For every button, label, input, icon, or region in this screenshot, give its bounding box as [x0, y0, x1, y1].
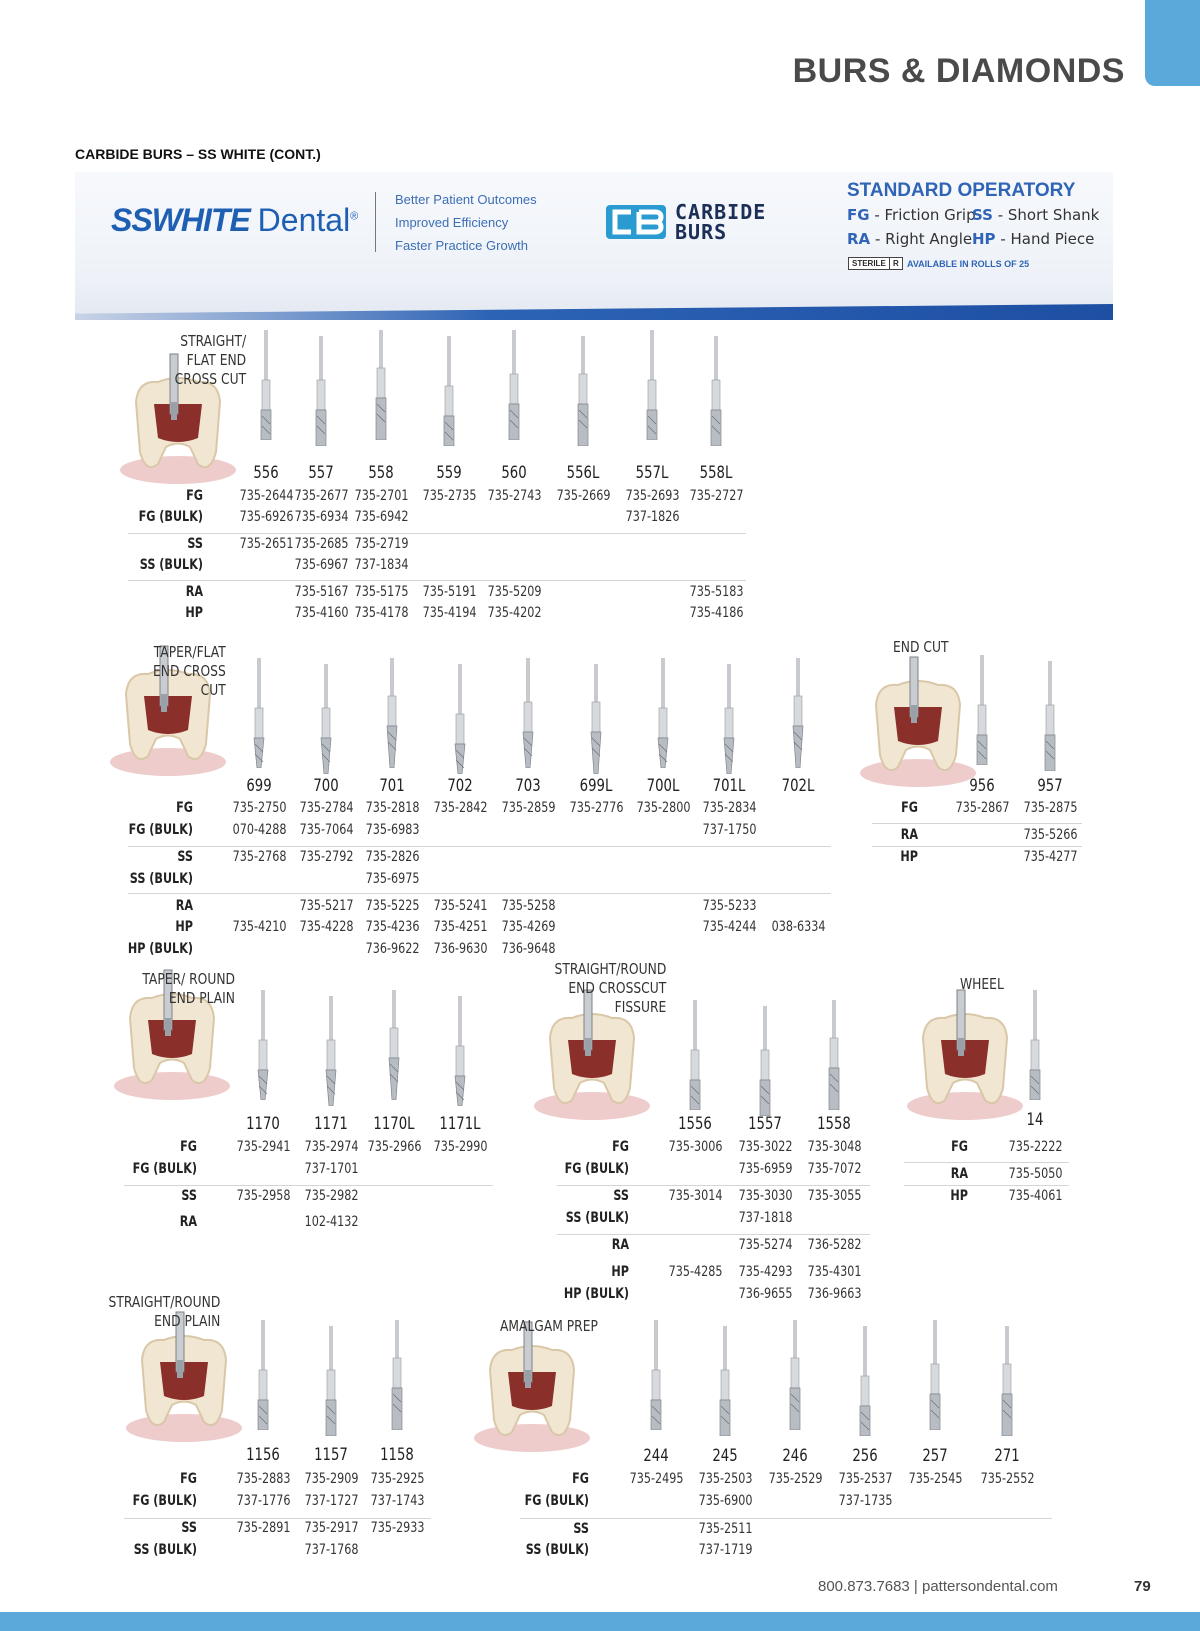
part-number: 737-1826 [625, 509, 680, 525]
row-label: SS (BULK) [525, 1542, 589, 1558]
part-number: 735-4277 [1023, 849, 1078, 865]
row-label: SS [181, 1520, 197, 1536]
row-label: HP (BULK) [563, 1286, 629, 1302]
part-number: 736-9630 [433, 941, 488, 957]
part-number: 735-2743 [487, 488, 542, 504]
part-number: 735-4236 [365, 919, 420, 935]
model-number: 1171 [314, 1114, 348, 1134]
part-number: 735-2651 [239, 536, 294, 552]
category-line: AMALGAM PREP [500, 1317, 598, 1335]
model-number: 271 [994, 1446, 1020, 1466]
row-label: SS [613, 1188, 629, 1204]
part-number: 735-5209 [487, 584, 542, 600]
part-number: 735-6900 [698, 1493, 753, 1509]
row-label: FG [186, 488, 203, 504]
model-number: 556 [253, 463, 279, 483]
part-number: 735-5225 [365, 898, 420, 914]
row-label: RA [611, 1237, 629, 1253]
row-label: HP [950, 1188, 968, 1204]
row-label: FG [901, 800, 918, 816]
row-label: SS (BULK) [133, 1542, 197, 1558]
legend-hp: HP - Hand Piece [972, 230, 1095, 248]
category-line: END PLAIN [153, 1312, 220, 1330]
part-number: 737-1735 [838, 1493, 893, 1509]
row-label: FG (BULK) [564, 1161, 629, 1177]
section-title: CARBIDE BURS – SS WHITE (CONT.) [75, 146, 321, 162]
bur-icon [585, 664, 607, 774]
part-number: 735-4210 [232, 919, 287, 935]
part-number: 736-9648 [501, 941, 556, 957]
model-number: 1171L [439, 1114, 481, 1134]
bur-icon [645, 1320, 667, 1430]
row-label: HP (BULK) [127, 941, 193, 957]
model-number: 1557 [748, 1114, 782, 1134]
tooth-illustration-icon [472, 1320, 592, 1455]
part-number: 737-1743 [370, 1493, 425, 1509]
row-divider [557, 1185, 870, 1186]
part-number: 737-1701 [304, 1161, 359, 1177]
part-number: 735-2776 [569, 800, 624, 816]
part-number: 735-2966 [367, 1139, 422, 1155]
part-number: 735-2644 [239, 488, 294, 504]
row-label: FG [180, 1471, 197, 1487]
row-label: FG (BULK) [132, 1493, 197, 1509]
part-number: 735-3055 [807, 1188, 862, 1204]
part-number: 735-2719 [354, 536, 409, 552]
part-number: 735-2552 [980, 1471, 1035, 1487]
part-number: 737-1727 [304, 1493, 359, 1509]
part-number: 735-4269 [501, 919, 556, 935]
row-label: SS [177, 849, 193, 865]
standard-operatory-title: STANDARD OPERATORY [847, 180, 1076, 201]
category-label [153, 643, 226, 700]
part-number: 735-2693 [625, 488, 680, 504]
bur-icon [784, 1320, 806, 1430]
model-number: 245 [712, 1446, 738, 1466]
banner-divider [375, 192, 376, 252]
model-number: 699L [579, 776, 613, 796]
part-number: 735-2750 [232, 800, 287, 816]
row-divider [872, 846, 1082, 847]
part-number: 735-4228 [299, 919, 354, 935]
model-number: 957 [1037, 776, 1063, 796]
row-label: RA [950, 1166, 968, 1182]
model-number: 246 [782, 1446, 808, 1466]
part-number: 735-4285 [668, 1264, 723, 1280]
part-number: 735-5233 [702, 898, 757, 914]
legend-ra: RA - Right Angle [847, 230, 973, 248]
part-number: 735-4186 [689, 605, 744, 621]
bur-icon [320, 1326, 342, 1436]
part-number: 735-2685 [294, 536, 349, 552]
part-number: 735-2859 [501, 800, 556, 816]
row-label: HP [900, 849, 918, 865]
bur-icon [320, 996, 342, 1106]
bur-icon [996, 1326, 1018, 1436]
row-label: RA [185, 584, 203, 600]
row-label: SS (BULK) [129, 871, 193, 887]
part-number: 735-2511 [698, 1521, 753, 1537]
part-number: 735-4194 [422, 605, 477, 621]
model-number: 1170 [246, 1114, 280, 1134]
part-number: 735-4244 [702, 919, 757, 935]
part-number: 735-7072 [807, 1161, 862, 1177]
model-number: 1157 [314, 1445, 348, 1465]
bur-icon [652, 658, 674, 768]
legend-ss: SS - Short Shank [972, 206, 1100, 224]
row-label: HP [611, 1264, 629, 1280]
row-label: FG [180, 1139, 197, 1155]
row-label: SS [181, 1188, 197, 1204]
part-number: 737-1768 [304, 1542, 359, 1558]
part-number: 735-2917 [304, 1520, 359, 1536]
part-number: 735-2941 [236, 1139, 291, 1155]
bur-icon [823, 1000, 845, 1110]
part-number: 735-4160 [294, 605, 349, 621]
bur-icon [310, 336, 332, 446]
category-label [175, 332, 246, 389]
part-number: 735-4301 [807, 1264, 862, 1280]
r-badge: R [889, 257, 903, 270]
part-number: 737-1776 [236, 1493, 291, 1509]
part-number: 735-2495 [629, 1471, 684, 1487]
part-number: 736-9655 [738, 1286, 793, 1302]
carbide-burs-wordmark: CARBIDE BURS [675, 200, 767, 244]
part-number: 735-2784 [299, 800, 354, 816]
bur-icon [517, 658, 539, 768]
model-number: 1158 [380, 1445, 414, 1465]
category-line: CROSS CUT [174, 370, 246, 388]
part-number: 735-2958 [236, 1188, 291, 1204]
category-line: FISSURE [614, 998, 666, 1016]
row-label: RA [900, 827, 918, 843]
part-number: 735-2842 [433, 800, 488, 816]
category-line: END CUT [893, 638, 949, 656]
part-number: 735-4251 [433, 919, 488, 935]
row-divider [128, 533, 746, 534]
sterile-badge: STERILE [848, 257, 890, 270]
part-number: 735-6959 [738, 1161, 793, 1177]
ss-white-logo: SSWHITE Dental® [111, 202, 358, 238]
part-number: 735-5241 [433, 898, 488, 914]
model-number: 558 [368, 463, 394, 483]
category-label [893, 638, 948, 657]
bur-icon [438, 336, 460, 446]
category-line: STRAIGHT/ [180, 332, 246, 350]
bur-icon [714, 1326, 736, 1436]
model-number: 560 [501, 463, 527, 483]
part-number: 735-6934 [294, 509, 349, 525]
bur-icon [248, 658, 270, 768]
part-number: 735-2867 [955, 800, 1010, 816]
category-label [960, 975, 1004, 994]
category-line: END CROSSCUT [568, 979, 666, 997]
model-number: 700L [646, 776, 680, 796]
part-number: 735-2701 [354, 488, 409, 504]
model-number: 256 [852, 1446, 878, 1466]
bur-icon [252, 1320, 274, 1430]
part-number: 735-2818 [365, 800, 420, 816]
category-label [554, 960, 666, 1017]
bur-icon [1039, 661, 1061, 771]
model-number: 702L [781, 776, 815, 796]
part-number: 735-2834 [702, 800, 757, 816]
category-line: STRAIGHT/ROUND [108, 1293, 220, 1311]
part-number: 735-2503 [698, 1471, 753, 1487]
banner-stripe [75, 304, 1113, 320]
model-number: 701 [379, 776, 405, 796]
bottom-bar [0, 1612, 1200, 1631]
category-line: WHEEL [960, 975, 1004, 993]
part-number: 735-4061 [1008, 1188, 1063, 1204]
part-number: 735-6983 [365, 822, 420, 838]
model-number: 703 [515, 776, 541, 796]
bur-icon [971, 655, 993, 765]
part-number: 735-6967 [294, 557, 349, 573]
tagline: Better Patient Outcomes [395, 192, 537, 207]
row-divider [124, 1518, 431, 1519]
part-number: 735-5274 [738, 1237, 793, 1253]
tagline: Improved Efficiency [395, 215, 509, 230]
row-divider [124, 1185, 493, 1186]
model-number: 244 [643, 1446, 669, 1466]
category-label [108, 1293, 220, 1331]
part-number: 735-3048 [807, 1139, 862, 1155]
part-number: 735-6942 [354, 509, 409, 525]
part-number: 735-4202 [487, 605, 542, 621]
model-number: 701L [712, 776, 746, 796]
part-number: 735-2529 [768, 1471, 823, 1487]
part-number: 735-2974 [304, 1139, 359, 1155]
row-label: RA [179, 1214, 197, 1230]
bur-icon [503, 330, 525, 440]
row-label: HP [175, 919, 193, 935]
part-number: 735-2891 [236, 1520, 291, 1536]
part-number: 735-5191 [422, 584, 477, 600]
part-number: 735-2677 [294, 488, 349, 504]
part-number: 735-5050 [1008, 1166, 1063, 1182]
row-label: SS [187, 536, 203, 552]
part-number: 737-1818 [738, 1210, 793, 1226]
model-number: 699 [246, 776, 272, 796]
bur-icon [1024, 990, 1046, 1100]
part-number: 735-5258 [501, 898, 556, 914]
part-number: 735-2933 [370, 1520, 425, 1536]
footer-contact: 800.873.7683 | pattersondental.com [818, 1578, 1058, 1595]
category-line: END CROSS [153, 662, 226, 680]
bur-icon [684, 1000, 706, 1110]
model-number: 1556 [678, 1114, 712, 1134]
row-label: FG [572, 1471, 589, 1487]
row-label: FG (BULK) [524, 1493, 589, 1509]
part-number: 735-5217 [299, 898, 354, 914]
row-label: FG [951, 1139, 968, 1155]
part-number: 735-2222 [1008, 1139, 1063, 1155]
bur-icon [705, 336, 727, 446]
part-number: 735-2982 [304, 1188, 359, 1204]
part-number: 735-3030 [738, 1188, 793, 1204]
part-number: 736-5282 [807, 1237, 862, 1253]
row-divider [520, 1518, 1052, 1519]
model-number: 14 [1026, 1110, 1044, 1130]
part-number: 070-4288 [232, 822, 287, 838]
model-number: 700 [313, 776, 339, 796]
row-label: FG (BULK) [138, 509, 203, 525]
part-number: 102-4132 [304, 1214, 359, 1230]
part-number: 735-5183 [689, 584, 744, 600]
model-number: 556L [566, 463, 600, 483]
bur-icon [381, 658, 403, 768]
part-number: 735-2727 [689, 488, 744, 504]
row-divider [128, 846, 831, 847]
model-number: 956 [969, 776, 995, 796]
bur-icon [255, 330, 277, 440]
part-number: 735-5175 [354, 584, 409, 600]
part-number: 737-1834 [354, 557, 409, 573]
tooth-illustration-icon [905, 988, 1025, 1123]
tagline: Faster Practice Growth [395, 238, 528, 253]
part-number: 735-3022 [738, 1139, 793, 1155]
model-number: 1558 [817, 1114, 851, 1134]
category-label [500, 1317, 598, 1336]
row-label: SS [573, 1521, 589, 1537]
model-number: 557 [308, 463, 334, 483]
part-number: 735-2883 [236, 1471, 291, 1487]
category-line: END PLAIN [168, 989, 235, 1007]
part-number: 735-6975 [365, 871, 420, 887]
part-number: 737-1750 [702, 822, 757, 838]
part-number: 735-2875 [1023, 800, 1078, 816]
bur-icon [315, 664, 337, 774]
part-number: 735-6926 [239, 509, 294, 525]
category-line: TAPER/ ROUND [142, 970, 235, 988]
cb-logo-icon [605, 204, 667, 240]
legend-fg: FG - Friction Grip [847, 206, 976, 224]
bur-icon [787, 658, 809, 768]
corner-tab [1145, 0, 1200, 86]
part-number: 735-3014 [668, 1188, 723, 1204]
part-number: 736-9663 [807, 1286, 862, 1302]
bur-icon [383, 990, 405, 1100]
bur-icon [370, 330, 392, 440]
model-number: 1170L [373, 1114, 415, 1134]
bur-icon [718, 664, 740, 774]
bur-icon [572, 336, 594, 446]
row-divider [872, 823, 1082, 824]
part-number: 735-7064 [299, 822, 354, 838]
model-number: 558L [699, 463, 733, 483]
part-number: 735-2909 [304, 1471, 359, 1487]
part-number: 735-2768 [232, 849, 287, 865]
category-line: FLAT END [186, 351, 246, 369]
row-label: FG (BULK) [132, 1161, 197, 1177]
bur-icon [754, 1006, 776, 1116]
bur-icon [449, 996, 471, 1106]
row-divider [904, 1162, 1069, 1163]
part-number: 736-9622 [365, 941, 420, 957]
row-label: RA [175, 898, 193, 914]
brand-banner [75, 172, 1113, 320]
row-divider [904, 1185, 1069, 1186]
page-number: 79 [1134, 1578, 1151, 1595]
row-divider [557, 1234, 870, 1235]
part-number: 735-5167 [294, 584, 349, 600]
part-number: 735-2826 [365, 849, 420, 865]
bur-icon [386, 1320, 408, 1430]
row-label: FG (BULK) [128, 822, 193, 838]
part-number: 735-4178 [354, 605, 409, 621]
model-number: 257 [922, 1446, 948, 1466]
category-line: CUT [200, 681, 226, 699]
part-number: 735-2545 [908, 1471, 963, 1487]
row-divider [128, 893, 831, 894]
page-title: BURS & DIAMONDS [792, 52, 1125, 90]
row-label: SS (BULK) [565, 1210, 629, 1226]
bur-icon [449, 664, 471, 774]
part-number: 735-2800 [636, 800, 691, 816]
part-number: 735-2990 [433, 1139, 488, 1155]
row-label: SS (BULK) [139, 557, 203, 573]
part-number: 735-2735 [422, 488, 477, 504]
rolls-note: AVAILABLE IN ROLLS OF 25 [907, 259, 1030, 269]
model-number: 559 [436, 463, 462, 483]
part-number: 038-6334 [771, 919, 826, 935]
part-number: 735-2537 [838, 1471, 893, 1487]
part-number: 735-4293 [738, 1264, 793, 1280]
part-number: 735-3006 [668, 1139, 723, 1155]
part-number: 735-2792 [299, 849, 354, 865]
row-label: HP [185, 605, 203, 621]
model-number: 702 [447, 776, 473, 796]
bur-icon [924, 1320, 946, 1430]
part-number: 737-1719 [698, 1542, 753, 1558]
bur-icon [252, 990, 274, 1100]
bur-icon [854, 1326, 876, 1436]
category-line: STRAIGHT/ROUND [554, 960, 666, 978]
tooth-illustration-icon [858, 655, 978, 790]
bur-icon [641, 330, 663, 440]
part-number: 735-2669 [556, 488, 611, 504]
row-label: FG [176, 800, 193, 816]
row-divider [128, 580, 746, 581]
part-number: 735-5266 [1023, 827, 1078, 843]
part-number: 735-2925 [370, 1471, 425, 1487]
category-label [142, 970, 235, 1008]
model-number: 1156 [246, 1445, 280, 1465]
row-label: FG [612, 1139, 629, 1155]
category-line: TAPER/FLAT [153, 643, 226, 661]
model-number: 557L [635, 463, 669, 483]
